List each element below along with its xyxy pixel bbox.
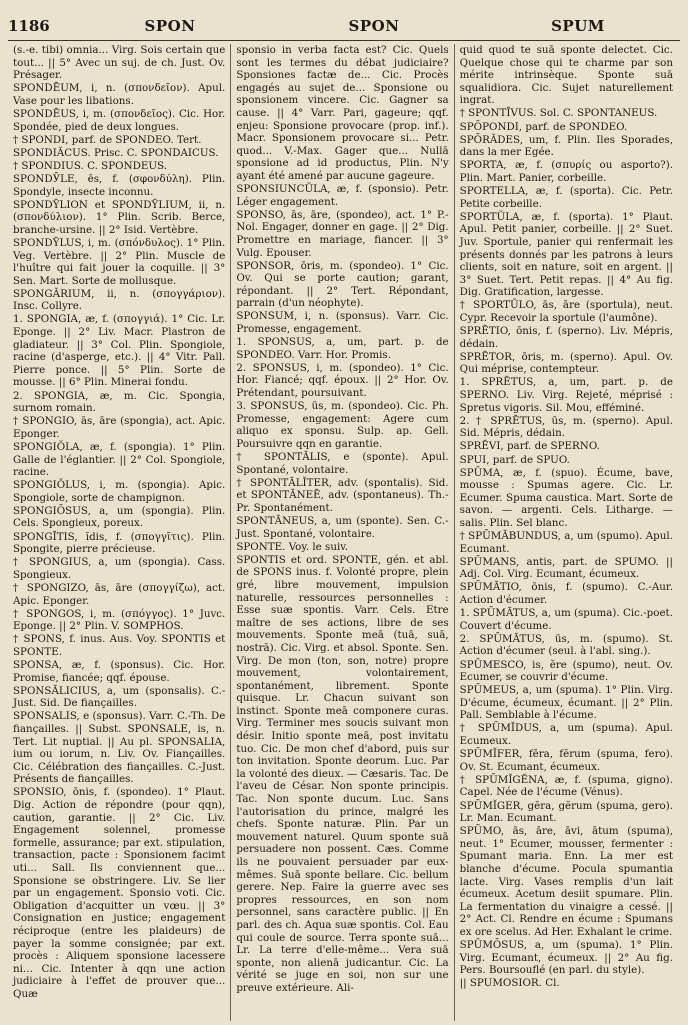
dictionary-entry: † SPŪMĬDUS, a, um (spuma). Apul. Ecumeux.	[459, 722, 673, 748]
dictionary-entry: SPŪMO, ās, āre, āvi, ātum (spuma), neut. 1° Ecumer, mousser, fermenter : Spumant maria. Enn. La mer est blanche d'écume. Pocula spumantia lacte. Virg. Vases remplis d'un lait écumeux. Acetum desiit spumare. Plin. La fermentation du vinaigre a cessé. || 2° Act. Cl. Rendre en écume : Spumans ex ore scelus. Ad Her. Exhalant le crime.	[459, 825, 673, 938]
dictionary-entry: SPONGIŌSUS, a, um (spongia). Plin. Cels. Spongieux, poreux.	[13, 504, 226, 530]
dictionary-entry: SPONGĪTIS, ĭdis, f. (σπογγῖτις). Plin. Spongite, pierre précieuse.	[13, 530, 226, 556]
dictionary-entry: SPONSIUNCŬLA, æ, f. (sponsio). Petr. Léger engagement.	[236, 183, 449, 208]
header-right-word: SPUM	[551, 17, 605, 35]
dictionary-entry: SPŪMŌSUS, a, um (spuma). 1° Plin. Virg. Ecumant, écumeux. || 2° Au fig. Pers. Boursouflé (en parl. du style).	[459, 939, 673, 977]
dictionary-entry: 2. SPONGIA, æ, m. Cic. Spongia, surnom romain.	[13, 389, 226, 415]
dictionary-entry: SPŌPONDI, parf. de SPONDEO.	[459, 120, 628, 133]
dictionary-entry: SPONTIS et ord. SPONTE, gén. et abl. de SPONS inus. f. Volonté propre, plein gré, libre mouvement, impulsion naturelle, ressources personnelles : Esse suæ spontis. Varr. Cels. Etre maître de ses actions, libre de ses mouvements. Sponte meā (tuā, suā, nostrā). Cic. Virg. et absol. Sponte. Sen. Virg. De mon (ton, son, notre) propre mouvement, volontairement, spontanément, librement. Sponte quisque. Lr. Chacun suivant son instinct. Sponte meā componere curas. Virg. Terminer mes soucis suivant mon désir. Initio sponte meā, post invitatu tuo. Cic. De mon chef d'abord, puis sur ton invitation. Sponte deorum. Luc. Par la volonté des dieux. — Cæsaris. Tac. De l'aveu de César. Non sponte principis. Tac. Non sponte ducum. Luc. Sans l'autorisation du prince, malgré les chefs. Sponte naturæ. Plin. Par un mouvement naturel. Quum sponte suā persuadere non possent. Cæs. Comme ils ne pouvaient persuader par eux-mêmes. Suā sponte bellare. Cic. bellum gerere. Nep. Faire la guerre avec ses propres ressources, en son nom personnel, sans caractère public. || En parl. des ch. Aqua suæ spontis. Col. Eau qui coule de source. Terra sponte suā... Lr. La terre d'elle-même... Vera suā sponte, non alienā judicantur. Cic. La vérité se juge en soi, non sur une preuve extérieure. Ali-	[236, 553, 449, 994]
dictionary-entry: SPORTA, æ, f. (σπυρίς ou asporto?). Plin. Mart. Panier, corbeille.	[459, 159, 673, 184]
header-rule	[8, 40, 680, 41]
dictionary-entry: SPRĒTOR, ōris, m. (sperno). Apul. Ov. Qui méprise, contempteur.	[459, 350, 673, 376]
dictionary-entry: 1. SPONSUS, a, um, part. p. de SPONDEO. Varr. Hor. Promis.	[236, 336, 449, 361]
dictionary-entry: † SPONDIUS. C. SPONDEUS.	[13, 159, 167, 172]
dictionary-entry: SPONSO, ās, āre, (spondeo), act. 1° P.-Nol. Engager, donner en gage. || 2° Dig. Promettre en mariage, fiancer. || 3° Vulg. Epouser.	[236, 208, 449, 259]
dictionary-entry: SPŪMĬGER, gĕra, gĕrum (spuma, gero). Lr. Man. Ecumant.	[459, 799, 673, 825]
dictionary-entry: † SPORTŬLO, ās, āre (sportula), neut. Cypr. Recevoir la sportule (l'aumône).	[459, 299, 673, 324]
dictionary-entry: † SPONTĀLIS, e (sponte). Apul. Spontané, volontaire.	[236, 451, 449, 476]
dictionary-entry: SPONDӮLE, ēs, f. (σφονδύλη). Plin. Spondyle, insecte inconnu.	[13, 172, 226, 198]
dictionary-entry: SPŌRĂDES, um, f. Plin. Iles Sporades, dans la mer Egée.	[459, 133, 673, 159]
dictionary-entry: † SPONTĀLĬTER, adv. (spontalis). Sid. et SPONTĀNEĒ, adv. (spontaneus). Th.-Pr. Spontanément.	[236, 476, 449, 514]
dictionary-entry: SPŪMEUS, a, um (spuma). 1° Plin. Virg. D'écume, écumeux, écumant. || 2° Plin. Pall. Semblable à l'écume.	[459, 684, 673, 722]
dictionary-entry: † SPONGIO, ās, āre (spongia), act. Apic. Eponger.	[13, 415, 226, 440]
dictionary-entry: SPONTE. Voy. le suiv.	[236, 540, 349, 553]
dictionary-entry: SPRĒVI, parf. de SPERNO.	[459, 440, 600, 453]
dictionary-entry: † SPONGOS, i, m. (σπόγγος). 1° Juvc. Eponge. || 2° Plin. V. SOMPHOS.	[13, 607, 226, 633]
dictionary-entry: SPONSUM, i, n. (sponsus). Varr. Cic. Promesse, engagement.	[236, 310, 449, 336]
dictionary-entry: SPONDIĂCUS. Prisc. C. SPONDAICUS.	[13, 146, 219, 159]
dictionary-entry: SPŪMANS, antis, part. de SPUMO. || Adj. Col. Virg. Ecumant, écumeux.	[459, 555, 673, 581]
dictionary-entry: SPONSALIS, e (sponsus). Varr. C.-Th. De fiançailles. || Subst. SPONSALE, is, n. Tert. Lit nuptial. || Au pl. SPONSALIA, ium ou iorum, n. Liv. Ov. Fiançailles. Cic. Célébration des fiançailles. C.-Just. Présents de fiançailles.	[13, 710, 226, 786]
dictionary-entry: SPORTELLA, æ, f. (sporta). Cic. Petr. Petite corbeille.	[459, 185, 673, 210]
dictionary-entry: 1. SPONGIA, æ, f. (σπογγιά). 1° Cic. Lr. Eponge. || 2° Liv. Macr. Plastron de gladiateur. || 3° Col. Plin. Spongiole, racine (d'asperge, etc.). || 4° Vitr. Pall. Pierre ponce. || 5° Plin. Sorte de mousse. || 6° Plin. Minerai fondu.	[13, 313, 226, 389]
dictionary-entry: 1. SPŪMĀTUS, a, um (spuma). Cic.-poet. Couvert d'écume.	[459, 607, 673, 632]
dictionary-entry: 1. SPRĒTUS, a, um, part. p. de SPERNO. Liv. Virg. Rejeté, méprisé : Spretus vigoris. Sil. Mou, efféminé.	[459, 376, 673, 414]
dictionary-entry: SPRĒTIO, ōnis, f. (sperno). Liv. Mépris, dédain.	[459, 325, 673, 350]
dictionary-entry: 2. † SPRĒTUS, ūs, m. (sperno). Apul. Sid. Mépris, dédain.	[459, 414, 673, 440]
dictionary-entry: SPONDĒUM, i, n. (σπονδεῖον). Apul. Vase pour les libations.	[13, 82, 226, 107]
dictionary-entry: † SPONGIZO, ās, āre (σπογγίζω), act. Apic. Eponger.	[13, 581, 226, 607]
dictionary-entry: SPŪMĀTIO, ōnis, f. (spumo). C.-Aur. Action d'écumer.	[459, 581, 673, 607]
dictionary-entry: quid quod te suā sponte delectet. Cic. Quelque chose qui te charme par son mérite intrinsèque. Sponte suā squalidiora. Cic. Sujet naturellement ingrat.	[459, 44, 673, 107]
page-number: 1186	[8, 17, 50, 35]
dictionary-entry: SPONDȲLION et SPONDȲLIUM, ii, n. (σπονδύλιον). 1° Plin. Scrib. Berce, branche-ursine. || 2° Isid. Vertèbre.	[13, 198, 226, 236]
dictionary-entry: 2. SPŪMĀTUS, ūs, m. (spumo). St. Action d'écumer (seul. à l'abl. sing.).	[459, 632, 673, 658]
dictionary-entry: SPONSOR, ōris, m. (spondeo). 1° Cic. Ov. Qui se porte caution; garant, répondant. || 2° Tert. Répondant, parrain (d'un néophyte).	[236, 259, 449, 310]
dictionary-entry: SPONGIŎLA, æ, f. (spongia). 1° Plin. Galle de l'églantier. || 2° Col. Spongiole, racine.	[13, 440, 226, 479]
dictionary-entry: † SPONTĪVUS. Sol. C. SPONTANEUS.	[459, 107, 658, 120]
running-header	[8, 12, 680, 40]
dictionary-entry: † SPONGIUS, a, um (spongia). Cass. Spongieux.	[13, 556, 226, 581]
dictionary-entry: SPŪMĬFER, fĕra, fĕrum (spuma, fero). Ov. St. Ecumant, écumeux.	[459, 748, 673, 773]
dictionary-entry: SPONSA, æ, f. (sponsus). Cic. Hor. Promise, fiancée; qqf. épouse.	[13, 659, 226, 684]
dictionary-entry: SPONDĒUS, i, m. (σπονδεῖος). Cic. Hor. Spondée, pied de deux longues.	[13, 107, 226, 133]
dictionary-entry: † SPONDI, parf. de SPONDEO. Tert.	[13, 133, 202, 146]
header-center-word: SPON	[348, 17, 400, 35]
dictionary-entry: SPONGĂRIUM, ii, n. (σπογγάριον). Insc. Collyre.	[13, 287, 226, 313]
dictionary-entry: SPONGIŎLUS, i, m. (spongia). Apic. Spongiole, sorte de champignon.	[13, 479, 226, 504]
dictionary-entry: † SPONS, f. inus. Aus. Voy. SPONTIS et SPONTE.	[13, 633, 226, 658]
dictionary-entry: † SPŪMĬGĔNA, æ, f. (spuma, gigno). Capel. Née de l'écume (Vénus).	[459, 773, 673, 799]
dictionary-entry: (s.-e. tibi) omnia... Virg. Sois certain que tout... || 5° Avec un suj. de ch. Just. Ov. Présager.	[13, 44, 226, 82]
dictionary-entry: SPONSĀLICIUS, a, um (sponsalis). C.-Just. Sid. De fiançailles.	[13, 684, 226, 710]
dictionary-entry: SPONSIO, ōnis, f. (spondeo). 1° Plaut. Dig. Action de répondre (pour qqn), caution, garantie. || 2° Cic. Liv. Engagement solennel, promesse formelle, assurance; par ext. stipulation, transaction, pacte : Sponsionem facimt uti... Sall. Ils conviennent que... Sponsione se obstringere. Liv. Se lier par un engagement. Sponsio voti. Cic. Obligation d'acquitter un vœu. || 3° Consignation en justice; engagement réciproque (entre les plaideurs) de payer la somme consignée; par ext. procès : Aliquem sponsione lacessere ni... Cic. Intenter à qqn une action judiciaire à l'effet de prouver que... Quæ	[13, 786, 226, 1000]
dictionary-entry: SPORTŬLA, æ, f. (sporta). 1° Plaut. Apul. Petit panier, corbeille. || 2° Suet. Juv. Sportule, panier qui renfermait les présents donnés par les patrons à leurs clients, soit en nature, soit en argent. || 3° Suet. Tert. Petit repas. || 4° Au fig. Dig. Gratification, largesse.	[459, 210, 673, 299]
column-left	[8, 44, 231, 1021]
dictionary-entry: SPONDȲLUS, i, m. (σπόνδυλος). 1° Plin. Veg. Vertèbre. || 2° Plin. Muscle de l'huître qui fait jouer la coquille. || 3° Sen. Mart. Sorte de mollusque.	[13, 236, 226, 287]
dictionary-entry: sponsio in verba facta est? Cic. Quels sont les termes du débat judiciaire? Sponsiones factæ de... Cic. Procès engagés au sujet de... Sponsione ou sponsionem vincere. Cic. Gagner sa cause. || 4° Varr. Pari, gageure; qqf. enjeu: Sponsione provocare (prop. inf.). Macr. Sponsionem provocare si... Petr. quod... V.-Max. Gager que... Nullā sponsione ad id productus, Plin. N'y ayant été amené par aucune gageure.	[236, 44, 449, 182]
dictionary-entry: 3. SPONSUS, ūs, m. (spondeo). Cic. Ph. Promesse, engagement: Agere cum aliquo ex sponsu. Sulp. ap. Gell. Poursuivre qqn en garantie.	[236, 400, 449, 450]
header-left-word: SPON	[144, 17, 196, 35]
column-right	[455, 44, 678, 1021]
dictionary-entry: SPONTĀNEUS, a, um (sponte). Sen. C.-Just. Spontané, volontaire.	[236, 514, 449, 540]
dictionary-entry: || SPUMOSIOR. Cl.	[459, 977, 560, 990]
dictionary-entry: † SPŪMĀBUNDUS, a, um (spumo). Apul. Ecumant.	[459, 530, 673, 555]
dictionary-entry: SPUI, parf. de SPUO.	[459, 453, 570, 466]
text-columns	[8, 44, 678, 1021]
dictionary-entry: SPŪMA, æ, f. (spuo). Écume, bave, mousse : Spumas agere. Cic. Lr. Ecumer. Spuma caustica. Mart. Sorte de savon. — argenti. Cels. Litharge. — salis. Plin. Sel blanc.	[459, 466, 673, 529]
dictionary-entry: SPŪMESCO, is, ĕre (spumo), neut. Ov. Ecumer, se couvrir d'écume.	[459, 658, 673, 684]
dictionary-entry: 2. SPONSUS, i, m. (spondeo). 1° Cic. Hor. Fiancé; qqf. époux. || 2° Hor. Ov. Prétendant, poursuivant.	[236, 361, 449, 400]
column-middle	[231, 44, 454, 1021]
